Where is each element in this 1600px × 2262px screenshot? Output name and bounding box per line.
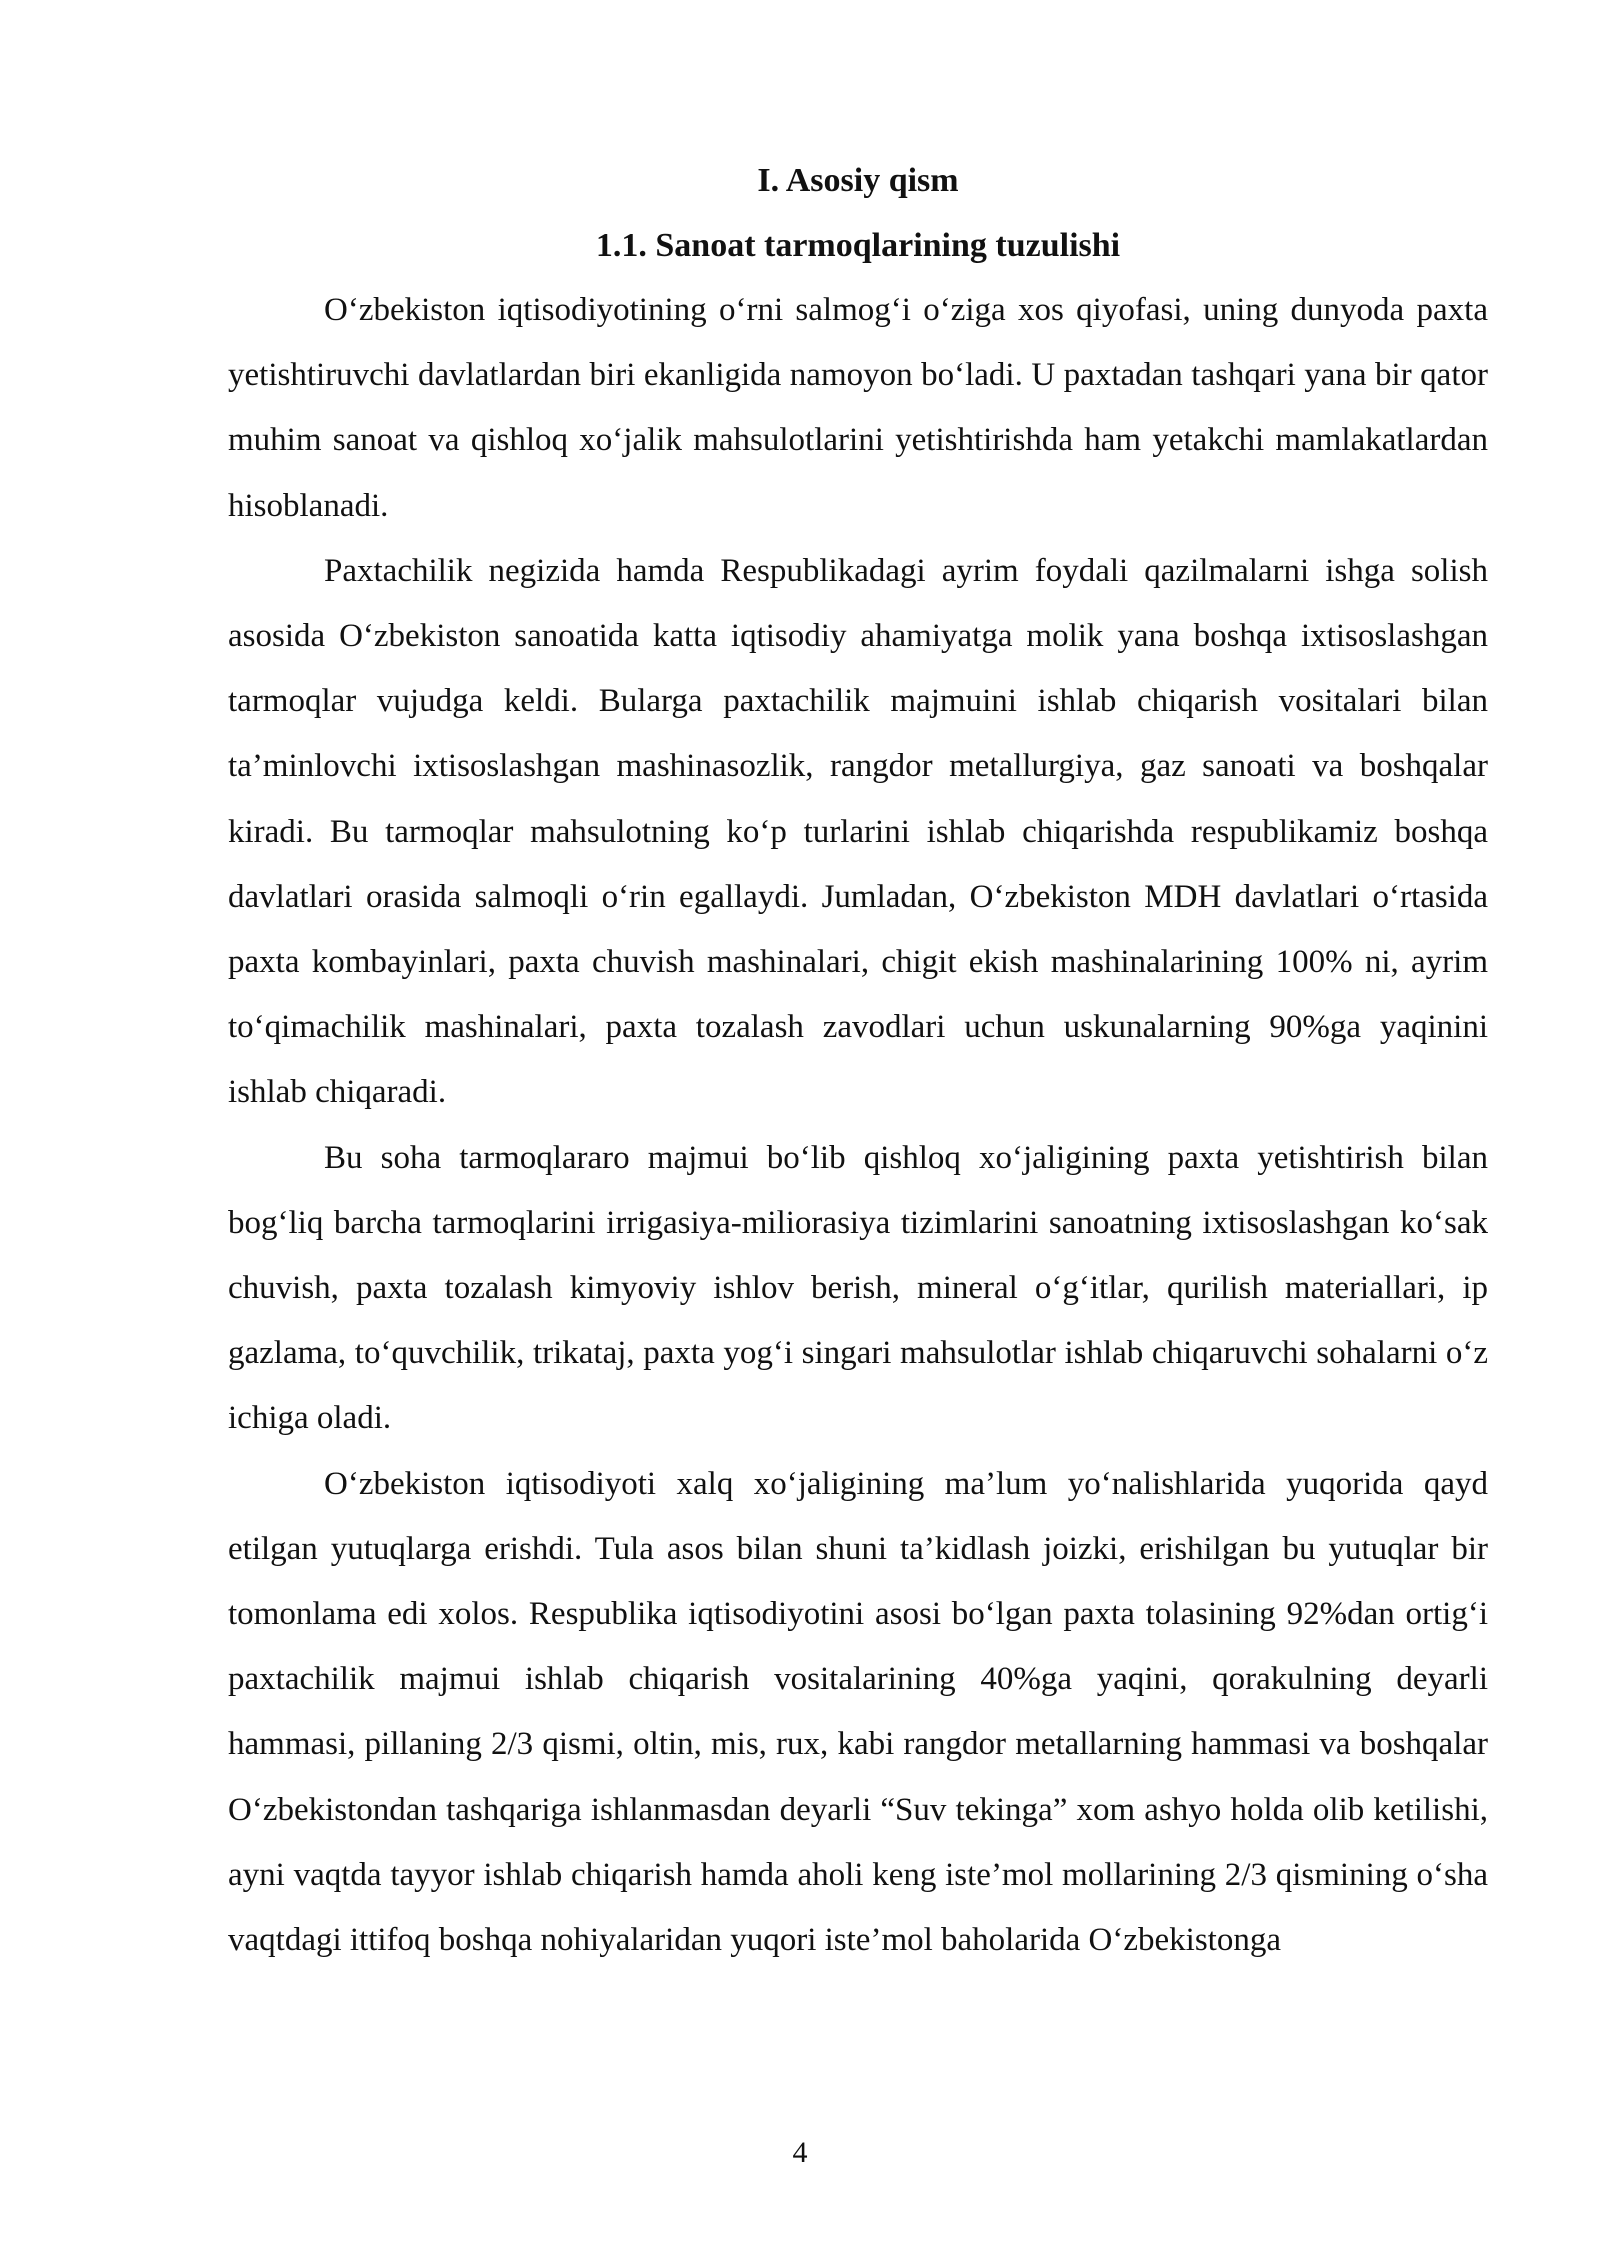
paragraph-4: O‘zbekiston iqtisodiyoti xalq xo‘jaligining ma’lum yo‘nalishlarida yuqorida qayd etilgan yutuqlarga erishdi. Tula asos bilan shuni ta’kidlash joizki, erishilgan bu yutuqlar bir tomonlama edi xolos. Respublika iqtisodiyotini asosi bo‘lgan paxta tolasining 92%dan ortig‘i paxtachilik majmui ishlab chiqarish vositalarining 40%ga yaqini, qorakulning deyarli hammasi, pillaning 2/3 qismi, oltin, mis, rux, kabi rangdor metallarning hammasi va boshqalar O‘zbekistondan tashqariga ishlanmasdan deyarli “Suv tekinga” xom ashyo holda olib ketilishi, ayni vaqtda tayyor ishlab chiqarish hamda aholi keng iste’mol mollarining 2/3 qismining o‘sha vaqtdagi ittifoq boshqa nohiyalaridan yuqori iste’mol baholarida O‘zbekistonga: [228, 1465, 1488, 1959]
document-page: [228, 148, 1488, 1973]
paragraph-1: O‘zbekiston iqtisodiyotining o‘rni salmog‘i o‘ziga xos qiyofasi, uning dunyoda paxta yetishtiruvchi davlatlardan biri ekanligida namoyon bo‘ladi. U paxtadan tashqari yana bir qator muhim sanoat va qishloq xo‘jalik mahsulotlarini yetishtirishda ham yetakchi mamlakatlardan hisoblanadi.: [228, 292, 1488, 524]
paragraph-2: Paxtachilik negizida hamda Respublikadagi ayrim foydali qazilmalarni ishga solish asosida O‘zbekiston sanoatida katta iqtisodiy ahamiyatga molik yana boshqa ixtisoslashgan tarmoqlar vujudga keldi. Bularga paxtachilik majmuini ishlab chiqarish vositalari bilan ta’minlovchi ixtisoslashgan mashinasozlik, rangdor metallurgiya, gaz sanoati va boshqalar kiradi. Bu tarmoqlar mahsulotning ko‘p turlarini ishlab chiqarishda respublikamiz boshqa davlatlari orasida salmoqli o‘rin egallaydi. Jumladan, O‘zbekiston MDH davlatlari o‘rtasida paxta kombayinlari, paxta chuvish mashinalari, chigit ekish mashinalarining 100% ni, ayrim to‘qimachilik mashinalari, paxta tozalash zavodlari uchun uskunalarning 90%ga yaqinini ishlab chiqaradi.: [228, 552, 1488, 1111]
section-title: I. Asosiy qism: [757, 162, 959, 199]
page-number: 4: [792, 2136, 808, 2169]
subsection-title: 1.1. Sanoat tarmoqlarining tuzulishi: [595, 227, 1121, 264]
paragraph-3: Bu soha tarmoqlararo majmui bo‘lib qishloq xo‘jaligining paxta yetishtirish bilan bog‘liq barcha tarmoqlarini irrigasiya-miliorasiya tizimlarini sanoatning ixtisoslashgan ko‘sak chuvish, paxta tozalash kimyoviy ishlov berish, mineral o‘g‘itlar, qurilish materiallari, ip gazlama, to‘quvchilik, trikataj, paxta yog‘i singari mahsulotlar ishlab chiqaruvchi sohalarni o‘z ichiga oladi.: [228, 1139, 1488, 1437]
